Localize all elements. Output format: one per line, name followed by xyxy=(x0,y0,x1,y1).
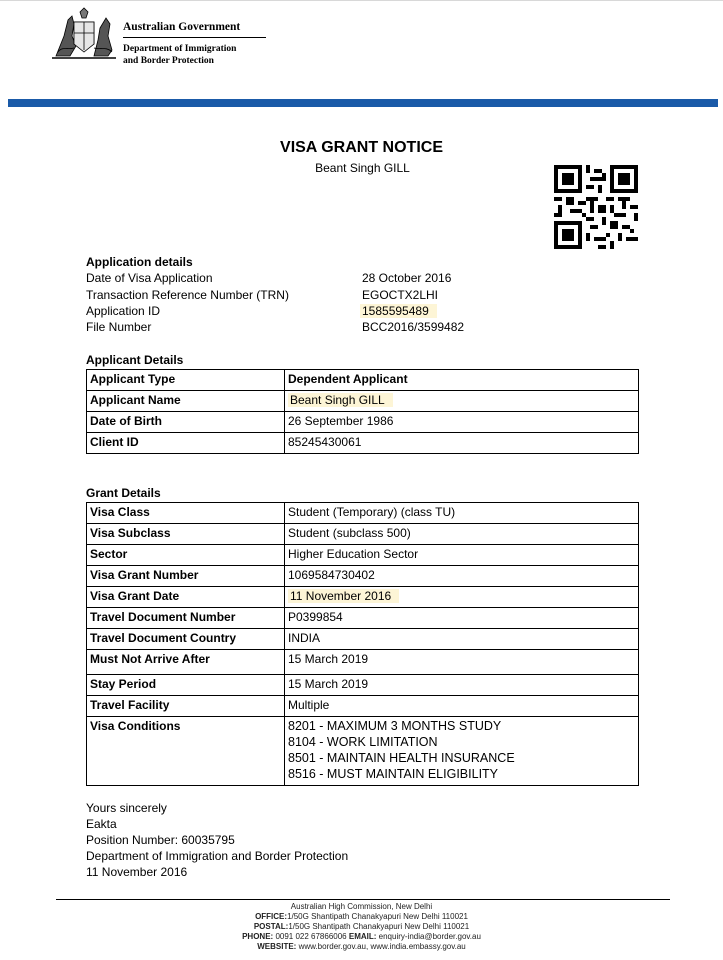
qr-code xyxy=(554,165,638,249)
application-id-highlight: 1585595489 xyxy=(360,304,437,318)
travel-document-country-label: Travel Document Country xyxy=(87,629,285,650)
holder-name: Beant Singh GILL xyxy=(315,161,410,175)
client-id-value: 85245430061 xyxy=(285,433,639,454)
visa-grant-date-label: Visa Grant Date xyxy=(87,587,285,608)
visa-grant-date-value: 11 November 2016 xyxy=(288,589,399,603)
table-row xyxy=(87,608,639,629)
footer-postal-value: 1/50G Shantipath Chanakyapuri New Delhi 110021 xyxy=(288,922,470,931)
visa-subclass-value: Student (subclass 500) xyxy=(285,524,639,545)
application-label-id: Application ID xyxy=(86,304,161,318)
application-details-heading: Application details xyxy=(86,255,193,269)
footer-office-label: OFFICE: xyxy=(255,912,288,921)
table-row xyxy=(87,696,639,717)
footer-website-label: WEBSITE: xyxy=(257,942,297,951)
footer-office-name: Australian High Commission, New Delhi xyxy=(290,902,433,911)
signature-date: 11 November 2016 xyxy=(86,865,188,879)
applicant-details-table xyxy=(86,369,639,454)
visa-condition-8501: 8501 - MAINTAIN HEALTH INSURANCE xyxy=(288,751,515,765)
table-row xyxy=(87,545,639,566)
footer xyxy=(0,902,723,952)
applicant-type-label: Applicant Type xyxy=(87,370,285,391)
footer-phone-value: 0091 022 67866006 xyxy=(275,932,347,941)
footer-divider xyxy=(56,899,670,900)
notice-title: VISA GRANT NOTICE xyxy=(280,139,443,156)
table-row xyxy=(87,650,639,675)
application-value-file: BCC2016/3599482 xyxy=(362,320,465,334)
visa-condition-8516: 8516 - MUST MAINTAIN ELIGIBILITY xyxy=(288,767,499,781)
footer-website-value[interactable]: www.border.gov.au, www.india.embassy.gov.au xyxy=(298,942,466,951)
footer-office-line xyxy=(0,912,723,922)
footer-email-label: EMAIL: xyxy=(348,932,377,941)
applicant-details-heading: Applicant Details xyxy=(86,353,184,367)
travel-facility-label: Travel Facility xyxy=(87,696,285,717)
application-label-date: Date of Visa Application xyxy=(86,271,213,285)
visa-grant-number-label: Visa Grant Number xyxy=(87,566,285,587)
table-row xyxy=(87,433,639,454)
signatory-department: Department of Immigration and Border Protection xyxy=(86,849,349,863)
footer-email-value[interactable]: enquiry-india@border.gov.au xyxy=(378,932,481,941)
stay-period-label: Stay Period xyxy=(87,675,285,696)
sector-value: Higher Education Sector xyxy=(285,545,639,566)
header-blue-bar xyxy=(8,99,718,107)
travel-facility-value: Multiple xyxy=(285,696,639,717)
table-row xyxy=(87,391,639,412)
applicant-name-cell xyxy=(285,391,639,412)
visa-condition-8104: 8104 - WORK LIMITATION xyxy=(288,735,438,749)
table-row xyxy=(87,566,639,587)
signatory-name: Eakta xyxy=(86,817,117,831)
footer-postal-label: POSTAL: xyxy=(253,922,289,931)
department-line-1: Department of Immigration xyxy=(123,44,237,54)
grant-details-table xyxy=(86,502,639,786)
visa-class-label: Visa Class xyxy=(87,503,285,524)
closing-text: Yours sincerely xyxy=(86,801,167,815)
table-row xyxy=(87,412,639,433)
table-row xyxy=(87,587,639,608)
footer-office-value: 1/50G Shantipath Chanakyapuri New Delhi 110021 xyxy=(287,912,468,921)
travel-document-number-label: Travel Document Number xyxy=(87,608,285,629)
visa-grant-date-cell xyxy=(285,587,639,608)
must-not-arrive-after-label: Must Not Arrive After xyxy=(87,650,285,675)
visa-conditions-label: Visa Conditions xyxy=(87,717,285,786)
table-row xyxy=(87,717,639,786)
applicant-type-value: Dependent Applicant xyxy=(285,370,639,391)
visa-condition-8201: 8201 - MAXIMUM 3 MONTHS STUDY xyxy=(288,719,502,733)
stay-period-value: 15 March 2019 xyxy=(285,675,639,696)
table-row xyxy=(87,503,639,524)
application-label-trn: Transaction Reference Number (TRN) xyxy=(86,288,289,302)
grant-details-heading: Grant Details xyxy=(86,486,161,500)
agency-name: Australian Government xyxy=(123,21,241,33)
table-row xyxy=(87,675,639,696)
footer-website-line xyxy=(0,942,723,952)
department-line-2: and Border Protection xyxy=(123,56,214,66)
visa-subclass-label: Visa Subclass xyxy=(87,524,285,545)
application-label-file: File Number xyxy=(86,320,152,334)
applicant-name-value: Beant Singh GILL xyxy=(288,393,393,407)
table-row xyxy=(87,524,639,545)
date-of-birth-label: Date of Birth xyxy=(87,412,285,433)
travel-document-country-value: INDIA xyxy=(285,629,639,650)
visa-conditions-value xyxy=(285,717,639,786)
table-row xyxy=(87,629,639,650)
top-border xyxy=(0,0,723,1)
applicant-name-label: Applicant Name xyxy=(87,391,285,412)
coat-of-arms-logo xyxy=(50,6,118,60)
must-not-arrive-after-value: 15 March 2019 xyxy=(285,650,639,675)
application-value-date: 28 October 2016 xyxy=(362,271,452,285)
client-id-label: Client ID xyxy=(87,433,285,454)
application-value-id xyxy=(360,304,437,318)
signature-block xyxy=(86,800,348,880)
agency-divider xyxy=(123,37,266,38)
position-number: Position Number: 60035795 xyxy=(86,833,235,847)
department-name xyxy=(123,43,236,67)
date-of-birth-value: 26 September 1986 xyxy=(285,412,639,433)
visa-class-value: Student (Temporary) (class TU) xyxy=(285,503,639,524)
travel-document-number-value: P0399854 xyxy=(285,608,639,629)
application-value-trn: EGOCTX2LHI xyxy=(362,288,439,302)
table-row xyxy=(87,370,639,391)
sector-label: Sector xyxy=(87,545,285,566)
footer-postal-line xyxy=(0,922,723,932)
visa-grant-number-value: 1069584730402 xyxy=(285,566,639,587)
footer-contact-line xyxy=(0,932,723,942)
footer-phone-label: PHONE: xyxy=(242,932,274,941)
